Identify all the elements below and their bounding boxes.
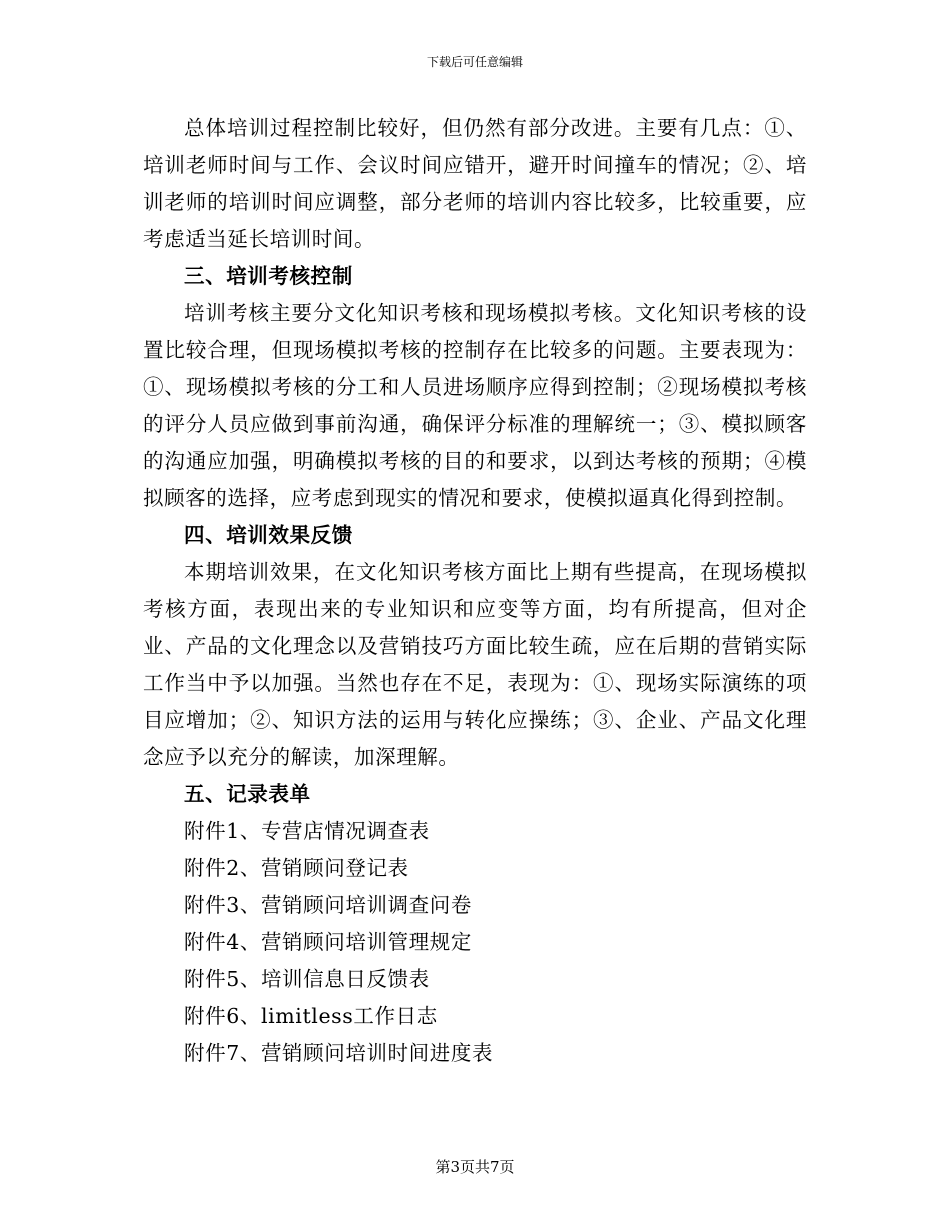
section-heading-assessment-control: 三、培训考核控制: [184, 264, 353, 288]
page-header: 下载后可任意编辑: [426, 55, 523, 69]
document-body: [143, 110, 807, 1072]
attachment-item: 附件3、营销顾问培训调查问卷: [184, 893, 472, 917]
attachment-item: 附件5、培训信息日反馈表: [184, 967, 430, 991]
page-number-footer: 第3页共7页: [435, 1158, 515, 1176]
attachment-item: 附件1、专营店情况调查表: [184, 819, 430, 843]
attachment-item: 附件7、营销顾问培训时间进度表: [184, 1041, 494, 1065]
attachment-item: 附件4、营销顾问培训管理规定: [184, 930, 472, 954]
attachment-item: 附件6、limitless工作日志: [184, 1004, 438, 1028]
paragraph-assessment-control: 培训考核主要分文化知识考核和现场模拟考核。文化知识考核的设置比较合理，但现场模拟考核的控制存在比较多的问题。主要表现为：①、现场模拟考核的分工和人员进场顺序应得到控制；②现场模拟考核的评分人员应做到事前沟通，确保评分标准的理解统一；③、模拟顾客的沟通应加强，明确模拟考核的目的和要求，以到达考核的预期；④模拟顾客的选择，应考虑到现实的情况和要求，使模拟逼真化得到控制。: [143, 301, 807, 510]
section-heading-effect-feedback: 四、培训效果反馈: [184, 523, 353, 547]
paragraph-process-control: 总体培训过程控制比较好，但仍然有部分改进。主要有几点：①、培训老师时间与工作、会议时间应错开，避开时间撞车的情况；②、培训老师的培训时间应调整，部分老师的培训内容比较多，比较重要，应考虑适当延长培训时间。: [143, 116, 807, 251]
attachment-item: 附件2、营销顾问登记表: [184, 856, 409, 880]
section-heading-record-forms: 五、记录表单: [184, 782, 311, 806]
attachment-list: [143, 813, 807, 1072]
paragraph-effect-feedback: 本期培训效果，在文化知识考核方面比上期有些提高，在现场模拟考核方面，表现出来的专业知识和应变等方面，均有所提高，但对企业、产品的文化理念以及营销技巧方面比较生疏，应在后期的营销实际工作当中予以加强。当然也存在不足，表现为：①、现场实际演练的项目应增加；②、知识方法的运用与转化应操练；③、企业、产品文化理念应予以充分的解读，加深理解。: [143, 560, 807, 769]
